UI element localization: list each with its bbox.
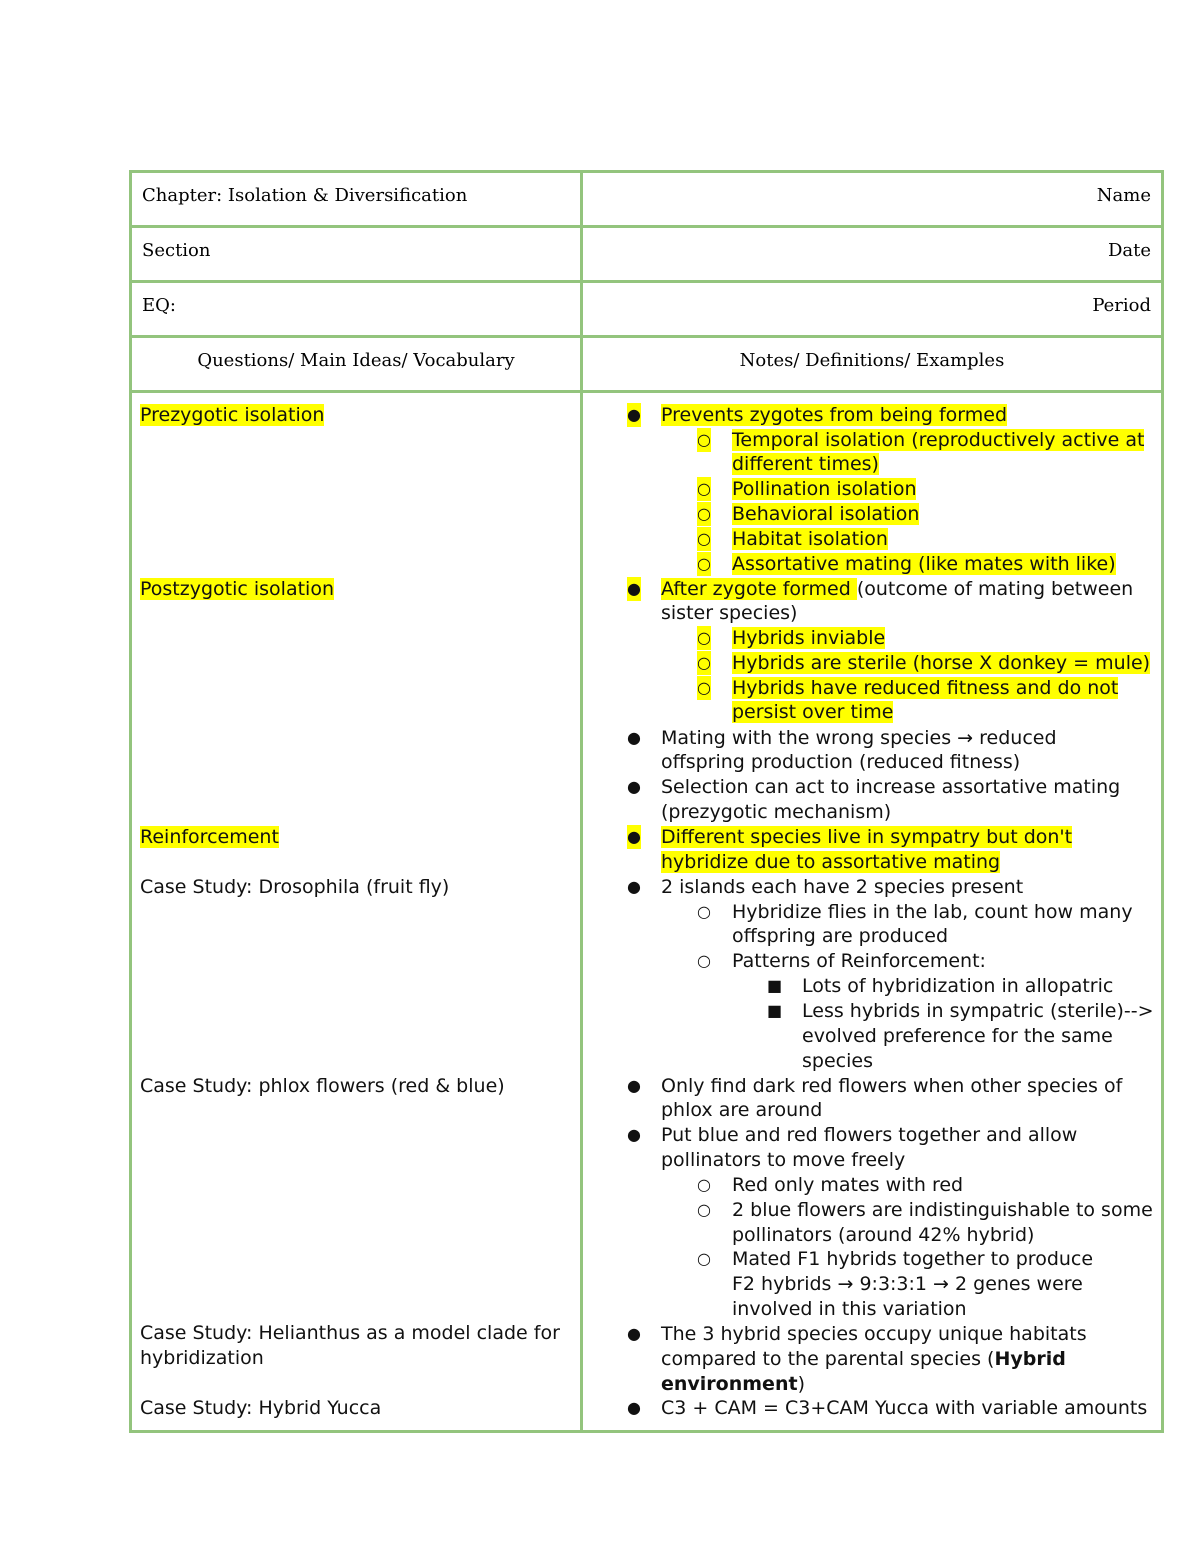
name-label: Name (582, 172, 1163, 227)
bullet-marker: ○ (697, 428, 711, 452)
notes-row (131, 392, 1163, 1432)
left-column-heading: Questions/ Main Ideas/ Vocabulary (131, 337, 582, 392)
section-label: Section (131, 227, 582, 282)
bullet-marker: ○ (697, 552, 711, 576)
note-text: (prezygotic mechanism) (661, 801, 892, 823)
column-headings-row (131, 337, 1163, 392)
note-text: Mating with the wrong species → reduced (661, 727, 1057, 749)
note-line (732, 527, 888, 551)
note-text: different times) (732, 453, 879, 475)
note-text: pollinators to move freely (661, 1149, 906, 1171)
note-text: Prevents zygotes from being formed (661, 404, 1008, 426)
note-text: Pollination isolation (732, 478, 917, 500)
note-line (661, 775, 1120, 799)
bullet-marker: ● (627, 577, 641, 601)
note-text: Put blue and red flowers together and allow (661, 1124, 1078, 1146)
bullet-marker: ○ (697, 626, 711, 650)
bullet-marker: ○ (697, 951, 711, 970)
note-text: offspring are produced (732, 925, 949, 947)
note-text: offspring production (reduced fitness) (661, 751, 1021, 773)
bullet-marker: ● (627, 1398, 641, 1417)
note-text: Habitat isolation (732, 528, 888, 550)
date-label: Date (582, 227, 1163, 282)
main-idea-line (140, 403, 324, 427)
note-line (732, 949, 986, 973)
note-text: C3 + CAM = C3+CAM Yucca with variable amounts (661, 1397, 1148, 1419)
note-text: Mated F1 hybrids together to produce (732, 1248, 1094, 1270)
note-text: Selection can act to increase assortative mating (661, 776, 1121, 798)
note-line (661, 1148, 905, 1172)
note-text: hybridize due to assortative mating (661, 851, 1001, 873)
cornell-notes-table (129, 170, 1164, 1433)
note-line (732, 626, 885, 650)
note-text: 2 islands each have 2 species present (661, 876, 1024, 898)
bullet-marker: ○ (697, 1175, 711, 1194)
note-line (802, 1024, 1113, 1048)
main-idea-line (140, 1396, 381, 1420)
note-text: species (802, 1050, 873, 1072)
note-line (661, 601, 797, 625)
note-text: The 3 hybrid species occupy unique habitats (661, 1323, 1087, 1345)
note-line (661, 577, 1133, 601)
bullet-marker: ○ (697, 676, 711, 700)
note-text: 2 blue flowers are indistinguishable to some (732, 1199, 1153, 1221)
note-line (802, 999, 1154, 1023)
note-text: sister species) (661, 602, 798, 624)
main-idea-line (140, 875, 449, 899)
note-text: pollinators (around 42% hybrid) (732, 1224, 1035, 1246)
main-idea-line (140, 825, 279, 849)
note-text: Hybrids inviable (732, 627, 886, 649)
right-column-heading: Notes/ Definitions/ Examples (582, 337, 1163, 392)
note-line (661, 1347, 1066, 1371)
note-line (661, 1372, 805, 1396)
note-text: environment (661, 1373, 798, 1395)
note-text: Assortative mating (like mates with like) (732, 553, 1116, 575)
note-line (732, 676, 1118, 700)
note-text: Only find dark red flowers when other species of (661, 1075, 1123, 1097)
note-line (732, 552, 1116, 576)
note-line (732, 924, 948, 948)
note-text: involved in this variation (732, 1298, 967, 1320)
chapter-cell: Chapter: Isolation & Diversification (131, 172, 582, 227)
note-text: Patterns of Reinforcement: (732, 950, 986, 972)
note-text: Lots of hybridization in allopatric (802, 975, 1114, 997)
bullet-marker: ○ (697, 1200, 711, 1219)
note-line (732, 452, 879, 476)
main-idea-text: hybridization (140, 1347, 264, 1369)
bullet-marker: ■ (767, 976, 783, 995)
note-line (732, 1198, 1153, 1222)
bullet-marker: ○ (697, 477, 711, 501)
note-line (661, 1098, 822, 1122)
main-idea-text: Case Study: phlox flowers (red & blue) (140, 1075, 505, 1097)
note-line (661, 1322, 1087, 1346)
header-row-section (131, 227, 1163, 282)
note-line (661, 875, 1023, 899)
note-line (732, 1173, 963, 1197)
bullet-marker: ● (627, 1324, 641, 1343)
note-line (732, 1247, 1093, 1271)
note-text: Behavioral isolation (732, 503, 920, 525)
bullet-marker: ● (627, 1076, 641, 1095)
main-idea-text: Reinforcement (140, 826, 279, 848)
notes-content (583, 393, 1161, 1430)
bullet-marker: ● (627, 728, 641, 747)
main-idea-line (140, 1321, 560, 1345)
note-line (661, 750, 1020, 774)
bullet-marker: ○ (697, 1249, 711, 1268)
note-line (661, 403, 1007, 427)
note-line (661, 726, 1057, 750)
note-line (732, 1297, 967, 1321)
note-line (732, 900, 1133, 924)
notes-column (582, 392, 1163, 1432)
note-text: Temporal isolation (reproductively active at (732, 429, 1145, 451)
note-line (732, 651, 1150, 675)
note-line (661, 825, 1072, 849)
header-row-eq (131, 282, 1163, 337)
note-text: Hybrid (994, 1348, 1066, 1370)
main-idea-line (140, 1346, 264, 1370)
note-text: Hybridize flies in the lab, count how many (732, 901, 1133, 923)
bullet-marker: ● (627, 825, 641, 849)
note-text: phlox are around (661, 1099, 823, 1121)
note-line (661, 850, 1000, 874)
main-ideas-column (131, 392, 582, 1432)
note-line (661, 1396, 1147, 1420)
bullet-marker: ● (627, 403, 641, 427)
note-line (732, 1272, 1083, 1296)
main-idea-text: Prezygotic isolation (140, 404, 325, 426)
note-text: Less hybrids in sympatric (sterile)--> (802, 1000, 1154, 1022)
main-idea-text: Case Study: Helianthus as a model clade for (140, 1322, 560, 1344)
note-line (661, 800, 891, 824)
note-line (802, 1049, 873, 1073)
notes-sheet (129, 170, 1164, 1433)
main-idea-line (140, 577, 334, 601)
bullet-marker: ● (627, 777, 641, 796)
eq-label: EQ: (131, 282, 582, 337)
note-text: (outcome of mating between (856, 578, 1134, 600)
note-line (732, 502, 919, 526)
bullet-marker: ● (627, 1125, 641, 1144)
bullet-marker: ■ (767, 1001, 783, 1020)
bullet-marker: ● (627, 877, 641, 896)
note-text: evolved preference for the same (802, 1025, 1113, 1047)
main-idea-text: Case Study: Drosophila (fruit fly) (140, 876, 450, 898)
note-line (732, 1223, 1034, 1247)
note-text: Hybrids are sterile (horse X donkey = mule) (732, 652, 1151, 674)
main-idea-text: Case Study: Hybrid Yucca (140, 1397, 382, 1419)
main-ideas-content (132, 393, 580, 1430)
bullet-marker: ○ (697, 902, 711, 921)
header-row-chapter (131, 172, 1163, 227)
main-idea-text: Postzygotic isolation (140, 578, 334, 600)
note-text: Hybrids have reduced fitness and do not (732, 677, 1119, 699)
bullet-marker: ○ (697, 527, 711, 551)
note-text: ) (797, 1373, 805, 1395)
bullet-marker: ○ (697, 651, 711, 675)
note-line (661, 1123, 1077, 1147)
period-label: Period (582, 282, 1163, 337)
note-text: Different species live in sympatry but don't (661, 826, 1073, 848)
note-line (661, 1074, 1122, 1098)
note-line (802, 974, 1113, 998)
note-text: persist over time (732, 701, 894, 723)
note-text: Red only mates with red (732, 1174, 964, 1196)
main-idea-line (140, 1074, 505, 1098)
note-line (732, 700, 893, 724)
note-text: compared to the parental species ( (661, 1348, 995, 1370)
note-line (732, 428, 1144, 452)
bullet-marker: ○ (697, 502, 711, 526)
note-line (732, 477, 916, 501)
note-text: After zygote formed (661, 578, 857, 600)
note-text: F2 hybrids → 9:3:3:1 → 2 genes were (732, 1273, 1083, 1295)
